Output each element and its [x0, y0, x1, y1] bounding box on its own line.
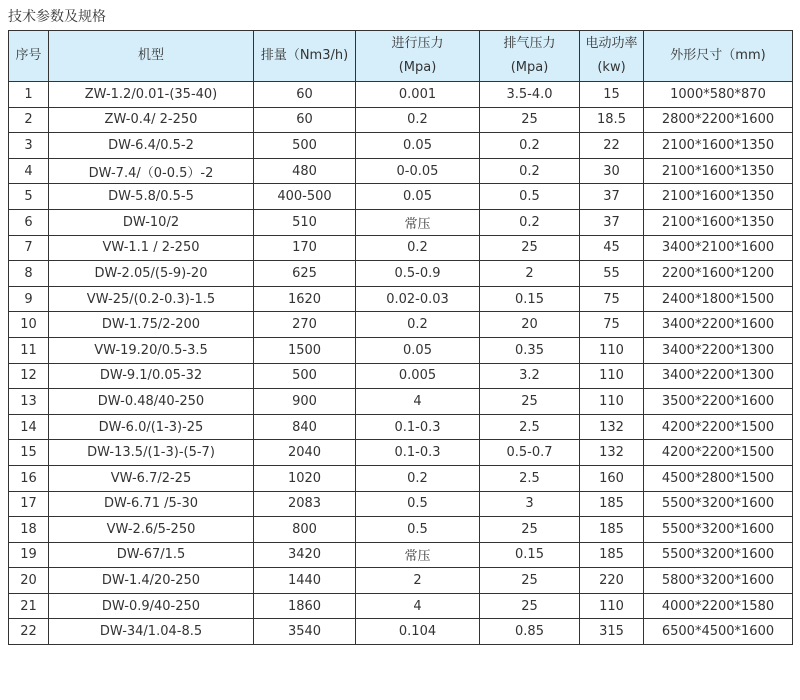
table-cell: 21: [9, 593, 49, 619]
table-cell: 18: [9, 517, 49, 543]
table-cell: 800: [254, 517, 356, 543]
table-cell: DW-1.4/20-250: [49, 568, 254, 594]
table-cell: 17: [9, 491, 49, 517]
table-row: [9, 184, 793, 210]
table-cell: 15: [580, 82, 644, 108]
table-cell: 270: [254, 312, 356, 338]
table-cell: 0.05: [356, 337, 480, 363]
table-cell: 6500*4500*1600: [644, 619, 793, 645]
table-cell: 45: [580, 235, 644, 261]
table-cell: 5500*3200*1600: [644, 542, 793, 568]
column-header: [254, 31, 356, 82]
table-cell: 0.35: [480, 337, 580, 363]
table-cell: 1000*580*870: [644, 82, 793, 108]
table-cell: 0.15: [480, 542, 580, 568]
table-cell: 2800*2200*1600: [644, 107, 793, 133]
table-cell: 4200*2200*1500: [644, 414, 793, 440]
table-cell: 2040: [254, 440, 356, 466]
table-cell: 4: [9, 158, 49, 184]
column-header: [356, 31, 480, 82]
table-cell: 75: [580, 312, 644, 338]
table-cell: 60: [254, 107, 356, 133]
table-cell: 16: [9, 465, 49, 491]
table-cell: 25: [480, 568, 580, 594]
table-row: [9, 491, 793, 517]
table-row: [9, 133, 793, 159]
header-row: [9, 31, 793, 82]
table-cell: DW-7.4/（0-0.5）-2: [49, 158, 254, 184]
table-cell: DW-0.9/40-250: [49, 593, 254, 619]
table-row: [9, 158, 793, 184]
table-cell: 20: [9, 568, 49, 594]
table-cell: DW-0.48/40-250: [49, 389, 254, 415]
column-header-label: 电动功率: [585, 36, 638, 51]
table-cell: 5500*3200*1600: [644, 491, 793, 517]
table-cell: 3: [480, 491, 580, 517]
table-cell: 1860: [254, 593, 356, 619]
table-cell: VW-6.7/2-25: [49, 465, 254, 491]
table-cell: 0.1-0.3: [356, 440, 480, 466]
page-title: 技术参数及规格: [8, 9, 106, 25]
table-cell: 0.005: [356, 363, 480, 389]
table-cell: 5: [9, 184, 49, 210]
table-cell: DW-13.5/(1-3)-(5-7): [49, 440, 254, 466]
table-cell: 110: [580, 337, 644, 363]
table-cell: 0.2: [480, 133, 580, 159]
table-cell: 132: [580, 440, 644, 466]
table-cell: 500: [254, 363, 356, 389]
table-cell: 625: [254, 261, 356, 287]
table-cell: 185: [580, 491, 644, 517]
table-cell: 840: [254, 414, 356, 440]
table-cell: 1500: [254, 337, 356, 363]
table-row: [9, 593, 793, 619]
table-cell: 3500*2200*1600: [644, 389, 793, 415]
table-cell: 400-500: [254, 184, 356, 210]
table-row: [9, 261, 793, 287]
table-row: [9, 517, 793, 543]
table-cell: 14: [9, 414, 49, 440]
table-cell: 185: [580, 542, 644, 568]
spec-table: [8, 30, 793, 645]
table-cell: 4500*2800*1500: [644, 465, 793, 491]
table-cell: DW-1.75/2-200: [49, 312, 254, 338]
table-row: [9, 337, 793, 363]
column-header-unit: (Mpa): [510, 60, 549, 75]
table-cell: 0.2: [480, 158, 580, 184]
table-cell: 110: [580, 389, 644, 415]
table-cell: 4: [356, 389, 480, 415]
column-header-label: 机型: [137, 48, 164, 63]
table-cell: DW-6.71 /5-30: [49, 491, 254, 517]
table-cell: 60: [254, 82, 356, 108]
table-cell: 110: [580, 593, 644, 619]
table-cell: VW-1.1 / 2-250: [49, 235, 254, 261]
column-header: [9, 31, 49, 82]
column-header: [480, 31, 580, 82]
table-cell: VW-25/(0.2-0.3)-1.5: [49, 286, 254, 312]
table-cell: 22: [9, 619, 49, 645]
column-header: [49, 31, 254, 82]
table-cell: 15: [9, 440, 49, 466]
table-cell: 25: [480, 389, 580, 415]
table-cell: 4: [356, 593, 480, 619]
table-cell: ZW-0.4/ 2-250: [49, 107, 254, 133]
table-cell: 7: [9, 235, 49, 261]
table-cell: 185: [580, 517, 644, 543]
table-cell: 1440: [254, 568, 356, 594]
table-cell: 315: [580, 619, 644, 645]
table-cell: 900: [254, 389, 356, 415]
table-cell: DW-5.8/0.5-5: [49, 184, 254, 210]
table-cell: DW-6.0/(1-3)-25: [49, 414, 254, 440]
table-cell: 3400*2200*1600: [644, 312, 793, 338]
table-cell: 0.2: [356, 235, 480, 261]
table-cell: 0.02-0.03: [356, 286, 480, 312]
table-cell: 5800*3200*1600: [644, 568, 793, 594]
table-cell: 0.5: [356, 491, 480, 517]
table-row: [9, 568, 793, 594]
table-cell: 500: [254, 133, 356, 159]
table-cell: 2100*1600*1350: [644, 209, 793, 235]
table-cell: 6: [9, 209, 49, 235]
table-row: [9, 414, 793, 440]
column-header-label: 外形尺寸（mm): [670, 48, 766, 63]
table-cell: 2400*1800*1500: [644, 286, 793, 312]
table-cell: 0.05: [356, 184, 480, 210]
table-cell: DW-67/1.5: [49, 542, 254, 568]
table-cell: 18.5: [580, 107, 644, 133]
table-cell: 25: [480, 593, 580, 619]
table-cell: 160: [580, 465, 644, 491]
table-cell: 3420: [254, 542, 356, 568]
table-cell: 0.05: [356, 133, 480, 159]
table-cell: 2083: [254, 491, 356, 517]
table-cell: 0.85: [480, 619, 580, 645]
table-row: [9, 235, 793, 261]
table-row: [9, 389, 793, 415]
table-cell: 1020: [254, 465, 356, 491]
table-cell: 4200*2200*1500: [644, 440, 793, 466]
table-cell: 0.2: [356, 312, 480, 338]
table-cell: 2100*1600*1350: [644, 133, 793, 159]
table-row: [9, 312, 793, 338]
table-cell: 510: [254, 209, 356, 235]
table-cell: 5500*3200*1600: [644, 517, 793, 543]
table-cell: VW-2.6/5-250: [49, 517, 254, 543]
table-cell: 0.5: [480, 184, 580, 210]
table-cell: 2100*1600*1350: [644, 158, 793, 184]
table-cell: DW-2.05/(5-9)-20: [49, 261, 254, 287]
table-cell: 0.5: [356, 517, 480, 543]
table-cell: 11: [9, 337, 49, 363]
table-cell: 220: [580, 568, 644, 594]
column-header-label: 排气压力: [503, 36, 556, 51]
table-cell: 0.15: [480, 286, 580, 312]
table-cell: 9: [9, 286, 49, 312]
table-cell: 4000*2200*1580: [644, 593, 793, 619]
table-cell: 3540: [254, 619, 356, 645]
table-cell: 2.5: [480, 414, 580, 440]
table-cell: 25: [480, 517, 580, 543]
table-cell: 0.104: [356, 619, 480, 645]
table-cell: 0.001: [356, 82, 480, 108]
table-row: [9, 542, 793, 568]
table-cell: 2: [9, 107, 49, 133]
table-cell: 3400*2200*1300: [644, 337, 793, 363]
table-cell: 0.2: [356, 107, 480, 133]
table-cell: 132: [580, 414, 644, 440]
table-cell: 2: [480, 261, 580, 287]
column-header: [580, 31, 644, 82]
table-cell: 0.5-0.7: [480, 440, 580, 466]
column-header-unit: (kw): [597, 60, 626, 75]
table-cell: 3: [9, 133, 49, 159]
table-cell: DW-9.1/0.05-32: [49, 363, 254, 389]
table-cell: DW-34/1.04-8.5: [49, 619, 254, 645]
table-row: [9, 619, 793, 645]
table-cell: 3.5-4.0: [480, 82, 580, 108]
table-cell: 12: [9, 363, 49, 389]
table-cell: 75: [580, 286, 644, 312]
table-cell: 0.2: [356, 465, 480, 491]
table-cell: 0-0.05: [356, 158, 480, 184]
table-cell: DW-6.4/0.5-2: [49, 133, 254, 159]
table-cell: DW-10/2: [49, 209, 254, 235]
table-row: [9, 82, 793, 108]
table-cell: 37: [580, 184, 644, 210]
column-header-label: 排量（Nm3/h): [260, 48, 349, 63]
table-cell: 10: [9, 312, 49, 338]
table-cell: 2100*1600*1350: [644, 184, 793, 210]
table-cell: 110: [580, 363, 644, 389]
table-cell: 0.5-0.9: [356, 261, 480, 287]
table-row: [9, 465, 793, 491]
table-row: [9, 107, 793, 133]
table-cell: 2: [356, 568, 480, 594]
table-cell: 1: [9, 82, 49, 108]
table-cell: 19: [9, 542, 49, 568]
column-header: [644, 31, 793, 82]
table-cell: 55: [580, 261, 644, 287]
table-cell: 2.5: [480, 465, 580, 491]
table-cell: 8: [9, 261, 49, 287]
table-body: [9, 82, 793, 645]
table-row: [9, 286, 793, 312]
table-row: [9, 209, 793, 235]
column-header-label: 进行压力: [391, 36, 444, 51]
table-cell: 22: [580, 133, 644, 159]
table-cell: 常压: [356, 209, 480, 235]
column-header-label: 序号: [15, 48, 42, 63]
table-cell: 30: [580, 158, 644, 184]
table-cell: 0.1-0.3: [356, 414, 480, 440]
table-cell: 2200*1600*1200: [644, 261, 793, 287]
table-cell: 3.2: [480, 363, 580, 389]
table-cell: 480: [254, 158, 356, 184]
table-cell: 3400*2200*1300: [644, 363, 793, 389]
table-cell: 3400*2100*1600: [644, 235, 793, 261]
column-header-unit: (Mpa): [398, 60, 437, 75]
table-cell: ZW-1.2/0.01-(35-40): [49, 82, 254, 108]
table-cell: 170: [254, 235, 356, 261]
table-cell: 常压: [356, 542, 480, 568]
table-cell: 37: [580, 209, 644, 235]
table-row: [9, 440, 793, 466]
table-cell: 0.2: [480, 209, 580, 235]
table-cell: 25: [480, 107, 580, 133]
table-cell: 25: [480, 235, 580, 261]
table-row: [9, 363, 793, 389]
table-cell: 13: [9, 389, 49, 415]
table-cell: VW-19.20/0.5-3.5: [49, 337, 254, 363]
table-cell: 1620: [254, 286, 356, 312]
table-cell: 20: [480, 312, 580, 338]
